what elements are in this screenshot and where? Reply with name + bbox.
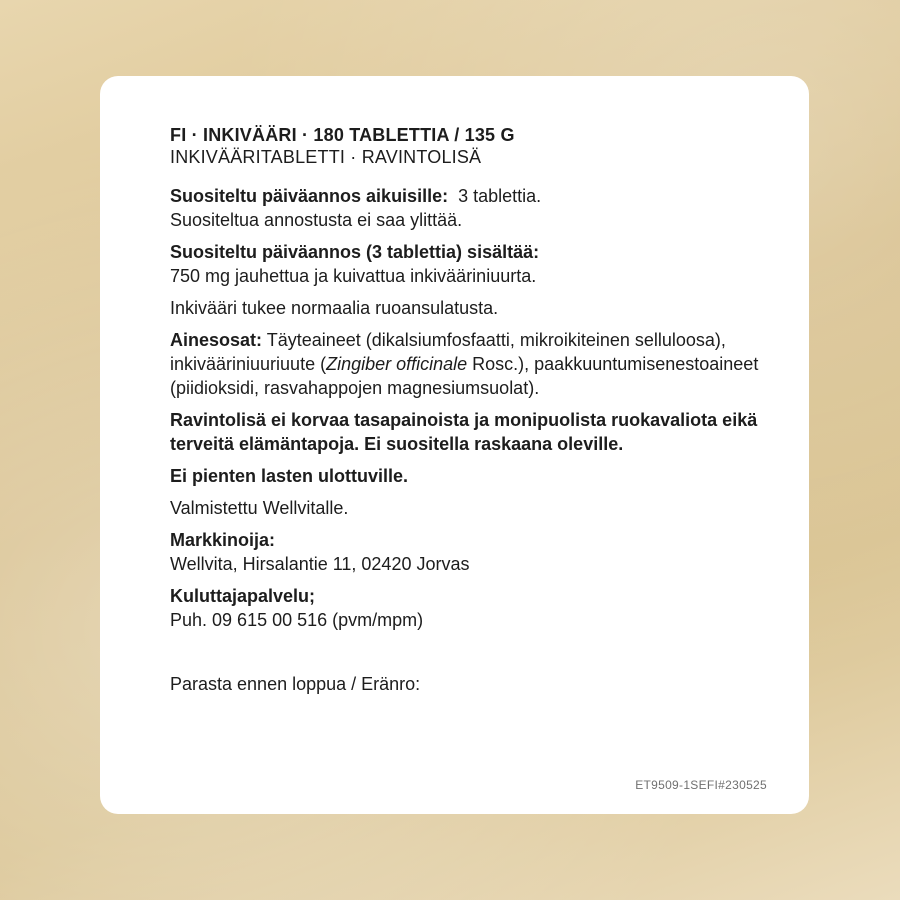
health-claim: Inkivääri tukee normaalia ruoansulatusta. xyxy=(170,298,499,318)
ingredients-text-2: Rosc.), paakkuuntumisenestoaineet (piidioksidi, rasvahappojen magnesiumsuolat). xyxy=(170,354,759,398)
marketer-section xyxy=(170,528,769,576)
dosage-section xyxy=(170,184,769,232)
marketer-address: Wellvita, Hirsalantie 11, 02420 Jorvas xyxy=(170,554,470,574)
content-value: 750 mg jauhettua ja kuivattua inkivääriniuurta. xyxy=(170,266,537,286)
product-code: ET9509-1SEFI#230525 xyxy=(635,778,767,792)
product-subtitle: INKIVÄÄRITABLETTI · RAVINTOLISÄ xyxy=(170,147,482,167)
supplement-notice: Ravintolisä ei korvaa tasapainoista ja monipuolista ruokavaliota eikä terveitä elämäntapoja. Ei suositella raskaana oleville. xyxy=(170,410,758,454)
content-label: Suositeltu päiväannos (3 tablettia) sisältää: xyxy=(170,242,540,262)
dosage-label: Suositeltu päiväannos aikuisille: xyxy=(170,186,449,206)
manufactured-for: Valmistettu Wellvitalle. xyxy=(170,498,349,518)
ingredients-label: Ainesosat: xyxy=(170,330,263,350)
marketer-label: Markkinoija: xyxy=(170,530,276,550)
ingredients-latin-name: Zingiber officinale xyxy=(326,354,468,374)
ingredients-text-1: Täyteaineet (dikalsiumfosfaatti, mikroikiteinen selluloosa), inkivääriniuuriuute ( xyxy=(170,330,726,374)
service-section xyxy=(170,584,769,632)
dosage-warning: Suositeltua annostusta ei saa ylittää. xyxy=(170,210,463,230)
service-label: Kuluttajapalvelu; xyxy=(170,586,316,606)
content-section xyxy=(170,240,769,288)
dosage-value: 3 tablettia. xyxy=(458,186,542,206)
product-title: FI · INKIVÄÄRI · 180 TABLETTIA / 135 G xyxy=(170,125,515,145)
best-before: Parasta ennen loppua / Eränro: xyxy=(170,674,421,694)
spacer xyxy=(170,640,769,672)
children-warning: Ei pienten lasten ulottuville. xyxy=(170,466,409,486)
service-phone: Puh. 09 615 00 516 (pvm/mpm) xyxy=(170,610,424,630)
label-card xyxy=(100,76,809,814)
ingredients-section xyxy=(170,328,769,400)
